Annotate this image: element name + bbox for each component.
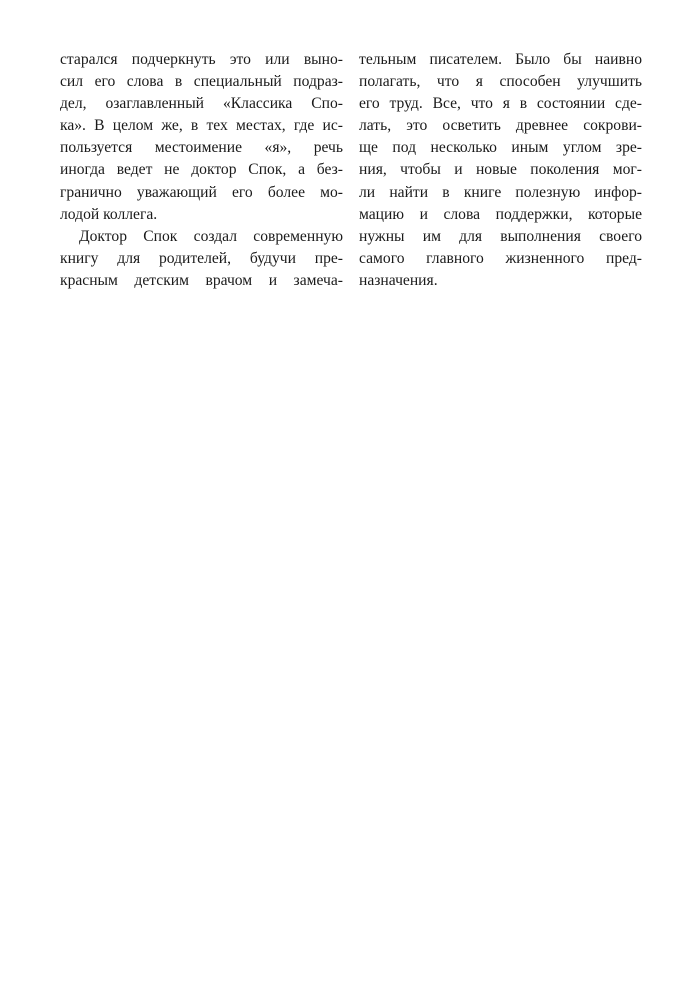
text-line: самого главного жизненного пред-	[359, 249, 642, 267]
text-line: ка». В целом же, в тех местах, где ис-	[60, 117, 343, 135]
text-line: старался подчеркнуть это или выно-	[60, 51, 343, 68]
text-line: пользуется местоимение «я», речь	[60, 139, 343, 157]
text-line: его труд. Все, что я в состоянии сде-	[359, 95, 642, 113]
text-line: книгу для родителей, будучи пре-	[60, 249, 343, 267]
text-line: полагать, что я способен улучшить	[359, 73, 642, 91]
text-line: нужны им для выполнения своего	[359, 227, 642, 245]
text-line: ще под несколько иным углом зре-	[359, 139, 642, 157]
text-line: лать, это осветить древнее сокрови-	[359, 117, 642, 135]
text-line: тельным писателем. Было бы наивно	[359, 51, 642, 68]
text-line: лодой коллега.	[60, 205, 158, 223]
left-column	[60, 49, 343, 292]
text-line: красным детским врачом и замеча-	[60, 271, 343, 289]
text-line: сил его слова в специальный подраз-	[60, 73, 343, 91]
right-column	[359, 49, 642, 292]
text-line: ния, чтобы и новые поколения мог-	[359, 161, 642, 179]
paragraph-first-line: Доктор Спок создал современную	[79, 227, 343, 245]
text-line: мацию и слова поддержки, которые	[359, 205, 642, 223]
text-line: иногда ведет не доктор Спок, а без-	[60, 161, 343, 179]
text-line: гранично уважающий его более мо-	[60, 183, 343, 201]
text-line: назначения.	[359, 271, 438, 289]
text-line: дел, озаглавленный «Классика Спо-	[60, 95, 343, 113]
text-line: ли найти в книге полезную инфор-	[359, 183, 642, 201]
